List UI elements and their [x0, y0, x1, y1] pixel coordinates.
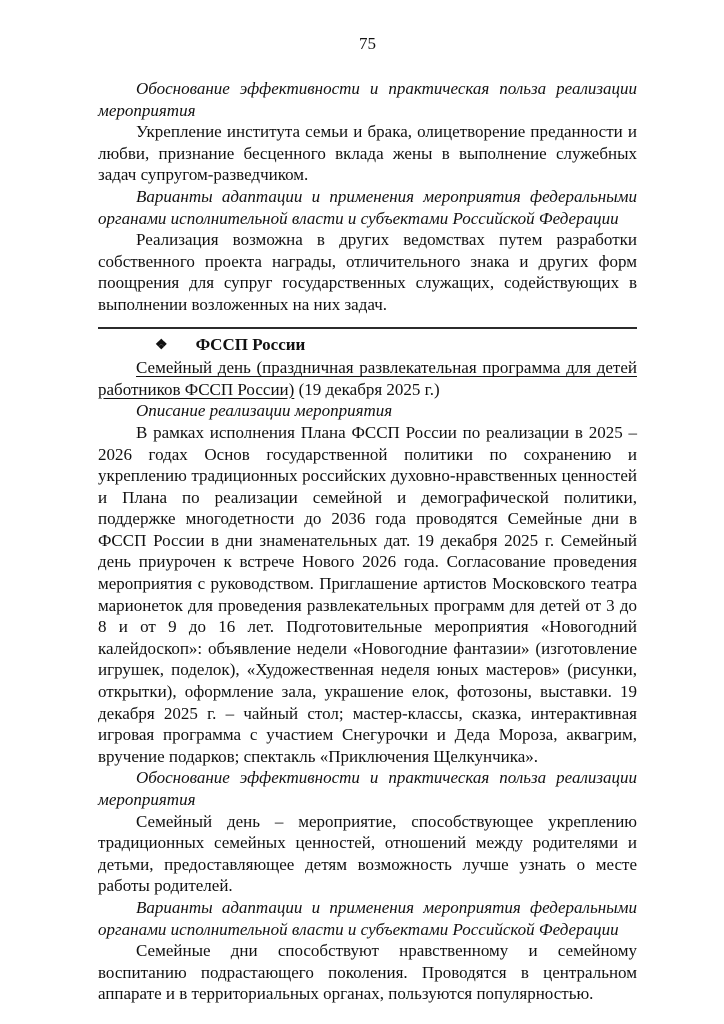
section-header-fssp — [98, 334, 637, 358]
page-number: 75 — [359, 34, 376, 53]
fssp-para-variants: Семейные дни способствуют нравственному и семейному воспитанию подрастающего поколения. Проводятся в центральном аппарате и в территориальных органах, пользуются популярностью. — [98, 941, 637, 1004]
fssp-heading-variants: Варианты адаптации и применения мероприятия федеральными органами исполнительной власти и субъектами Российской Федерации — [98, 897, 637, 939]
event-title-date: (19 декабря 2025 г.) — [294, 379, 440, 399]
fssp-heading-effectiveness: Обоснование эффективности и практическая польза реализации мероприятия — [98, 768, 637, 809]
prev-para-effectiveness: Укрепление института семьи и брака, олицетворение преданности и любви, признание бесценного вклада жены в выполнение служебных задач супругом-разведчиком. — [98, 122, 637, 185]
fssp-para-effectiveness: Семейный день – мероприятие, способствующее укреплению традиционных семейных ценностей, отношений между родителями и детьми, предоставляющее детям возможность лучше узнать о месте работы родителей. — [98, 811, 637, 896]
org-name: ФССП России — [195, 334, 306, 354]
prev-heading-effectiveness: Обоснование эффективности и практическая польза реализации мероприятия — [98, 79, 637, 120]
prev-para-variants: Реализация возможна в других ведомствах путем разработки собственного проекта награды, отличительного знака и других форм поощрения для супруг государственных служащих, содействующих в выполнении возложенных на них задач. — [98, 230, 637, 314]
event-title-underlined: Семейный день (праздничная развлекательная программа для детей работников ФССП России) — [98, 358, 637, 399]
fssp-heading-description: Описание реализации мероприятия — [136, 401, 393, 421]
diamond-bullet-icon: ❖ — [155, 337, 168, 353]
prev-heading-variants: Варианты адаптации и применения мероприятия федеральными органами исполнительной власти и субъектами Российской Федерации — [98, 186, 637, 228]
fssp-para-description: В рамках исполнения Плана ФССП России по реализации в 2025 – 2026 годах Основ государственной политики по сохранению и укреплению традиционных российских духовно-нравственных ценностей и Плана по реализации семейной и демографической политики, поддержке многодетности до 2036 года проводятся Семейные дни в ФССП России в дни знаменательных дат. 19 декабря 2025 г. Семейный день приурочен к встрече Нового 2026 года. Согласование проведения мероприятия с руководством. Приглашение артистов Московского театра марионеток для проведения развлекательных программ для детей от 3 до 8 и от 9 до 16 лет. Подготовительные мероприятия «Новогодний калейдоскоп»: объявление недели «Новогодние фантазии» (изготовление игрушек, поделок), «Художественная неделя юных мастеров» (рисунки, открытки), оформление зала, украшение елок, фотозоны, выставки. 19 декабря 2025 г. – чайный стол; мастер-классы, сказка, интерактивная игровая программа с участием Снегурочки и Деда Мороза, аквагрим, вручение подарков; спектакль «Приключения Щелкунчика». — [98, 422, 637, 766]
section-divider — [98, 327, 637, 329]
event-title — [98, 357, 637, 400]
